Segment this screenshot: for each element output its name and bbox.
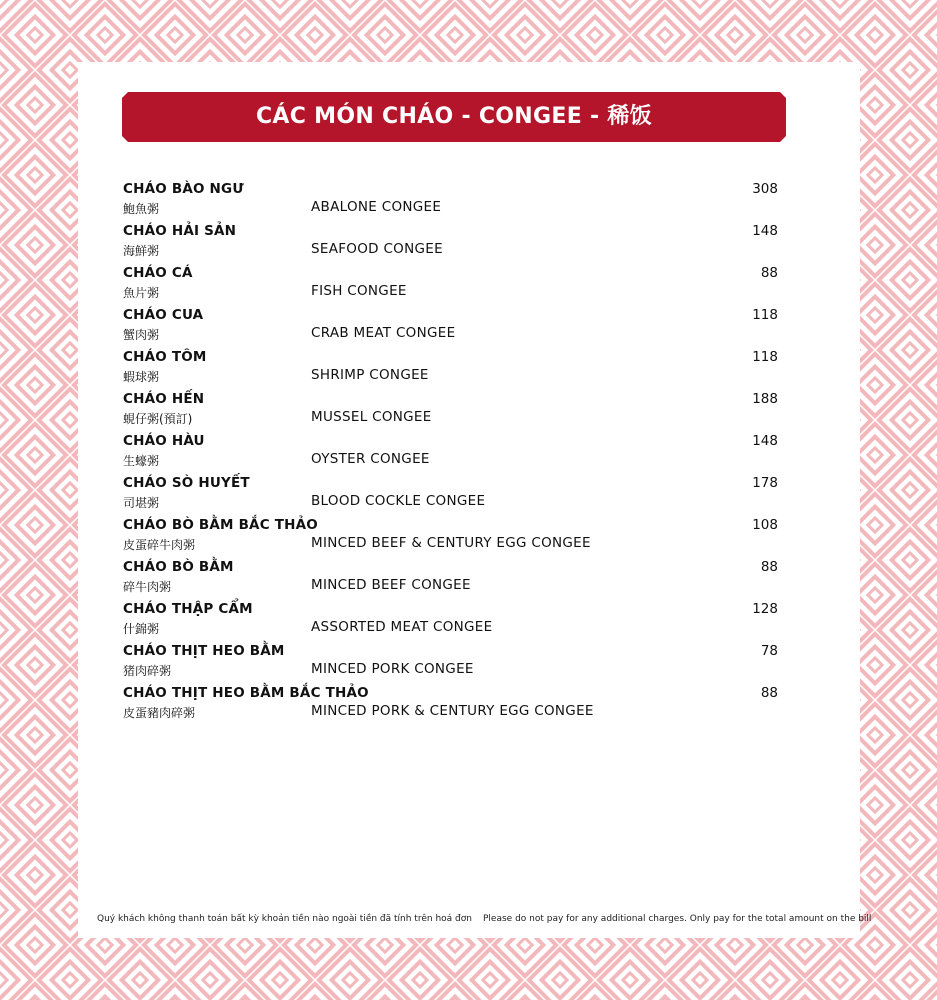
dish-name-chinese: 碎牛肉粥 <box>123 580 172 594</box>
dish-price: 148 <box>752 223 778 239</box>
dish-name-english: MINCED BEEF & CENTURY EGG CONGEE <box>311 535 591 551</box>
dish-name-english: MINCED BEEF CONGEE <box>311 577 471 593</box>
dish-name-chinese: 魚片粥 <box>123 286 160 300</box>
menu-item <box>123 432 778 474</box>
menu-item <box>123 474 778 516</box>
dish-name-vietnamese: CHÁO CÁ <box>123 265 193 281</box>
dish-price: 128 <box>752 601 778 617</box>
menu-item <box>123 600 778 642</box>
menu-item <box>123 180 778 222</box>
dish-name-vietnamese: CHÁO BÒ BẰM BẮC THẢO <box>123 517 318 533</box>
dish-name-vietnamese: CHÁO TÔM <box>123 349 207 365</box>
dish-name-chinese: 猪肉碎粥 <box>123 664 172 678</box>
footer-note-english: Please do not pay for any additional charges. Only pay for the total amount on the bill <box>483 914 872 924</box>
menu-item <box>123 558 778 600</box>
dish-name-chinese: 蝦球粥 <box>123 370 160 384</box>
dish-name-chinese: 司堪粥 <box>123 496 160 510</box>
dish-name-english: MINCED PORK & CENTURY EGG CONGEE <box>311 703 594 719</box>
dish-name-vietnamese: CHÁO CUA <box>123 307 204 323</box>
dish-price: 118 <box>752 349 778 365</box>
dish-name-chinese: 鮑魚粥 <box>123 202 160 216</box>
dish-name-english: BLOOD COCKLE CONGEE <box>311 493 486 509</box>
dish-name-english: FISH CONGEE <box>311 283 407 299</box>
dish-price: 88 <box>760 685 778 701</box>
dish-price: 88 <box>760 265 778 281</box>
dish-name-english: ABALONE CONGEE <box>311 199 442 215</box>
dish-price: 108 <box>752 517 778 533</box>
dish-name-chinese: 皮蛋碎牛肉粥 <box>123 538 196 552</box>
menu-item <box>123 222 778 264</box>
dish-name-vietnamese: CHÁO BÀO NGƯ <box>123 181 244 197</box>
dish-name-vietnamese: CHÁO THỊT HEO BẰM BẮC THẢO <box>123 685 369 701</box>
dish-name-vietnamese: CHÁO HẾN <box>123 391 205 407</box>
dish-price: 178 <box>752 475 778 491</box>
dish-name-english: MINCED PORK CONGEE <box>311 661 474 677</box>
dish-name-vietnamese: CHÁO HẢI SẢN <box>123 223 237 239</box>
dish-name-english: CRAB MEAT CONGEE <box>311 325 456 341</box>
menu-item <box>123 348 778 390</box>
dish-price: 188 <box>752 391 778 407</box>
dish-price: 308 <box>752 181 778 197</box>
footer-note-vietnamese: Quý khách không thanh toán bất kỳ khoản tiền nào ngoài tiền đã tính trên hoá đơn <box>97 914 472 924</box>
menu-item <box>123 684 778 726</box>
dish-name-english: ASSORTED MEAT CONGEE <box>311 619 493 635</box>
dish-price: 148 <box>752 433 778 449</box>
dish-price: 88 <box>760 559 778 575</box>
dish-name-vietnamese: CHÁO SÒ HUYẾT <box>123 475 250 491</box>
dish-name-vietnamese: CHÁO THỊT HEO BẰM <box>123 643 285 659</box>
dish-name-english: SEAFOOD CONGEE <box>311 241 443 257</box>
menu-item <box>123 306 778 348</box>
dish-price: 118 <box>752 307 778 323</box>
congee-menu-list <box>123 180 778 726</box>
dish-name-vietnamese: CHÁO BÒ BẰM <box>123 559 234 575</box>
section-title: CÁC MÓN CHÁO - CONGEE - 稀饭 <box>255 104 652 129</box>
dish-name-english: OYSTER CONGEE <box>311 451 430 467</box>
dish-name-chinese: 什錦粥 <box>123 622 160 636</box>
menu-item <box>123 390 778 432</box>
dish-name-english: SHRIMP CONGEE <box>311 367 429 383</box>
dish-name-chinese: 生蠔粥 <box>123 454 160 468</box>
dish-name-chinese: 蟹肉粥 <box>123 328 160 342</box>
menu-item <box>123 264 778 306</box>
dish-name-vietnamese: CHÁO THẬP CẨM <box>123 601 253 617</box>
dish-price: 78 <box>760 643 778 659</box>
section-banner <box>122 92 786 142</box>
dish-name-english: MUSSEL CONGEE <box>311 409 432 425</box>
dish-name-chinese: 海鮮粥 <box>123 244 160 258</box>
menu-item <box>123 642 778 684</box>
dish-name-chinese: 皮蛋豬肉碎粥 <box>123 706 196 720</box>
menu-item <box>123 516 778 558</box>
dish-name-chinese: 蜆仔粥(預訂) <box>123 412 193 426</box>
dish-name-vietnamese: CHÁO HÀU <box>123 433 205 449</box>
